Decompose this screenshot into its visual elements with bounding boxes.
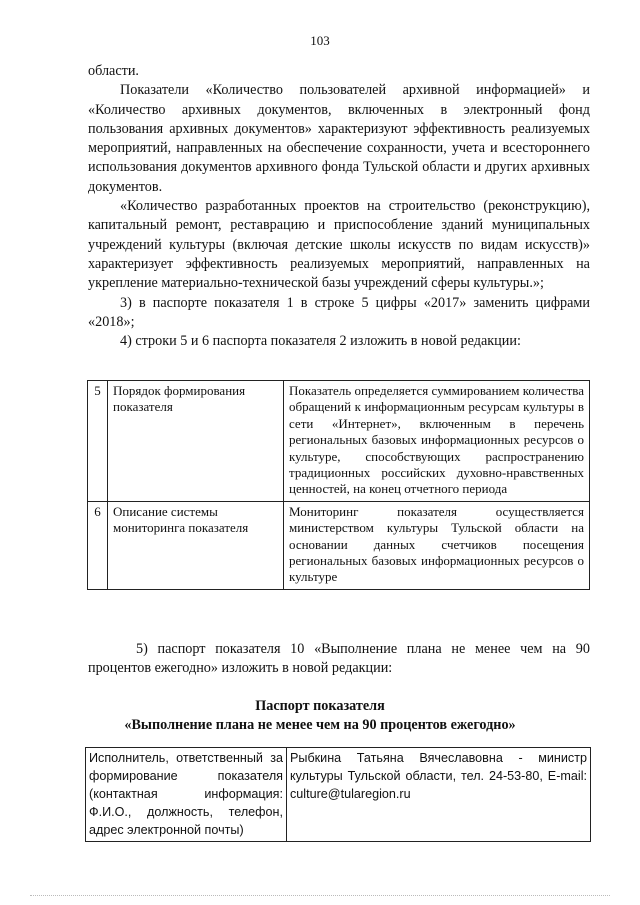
row-value: Показатель определяется суммированием количества обращений к информационным ресурсам культуры в сети «Интернет», включенным в перечень региональных базовых информационных ресурсов о культуре, способствующих распространению традиционных российских духовно-нравственных ценностей, на конец отчетного периода <box>284 381 590 502</box>
paragraph-continuation: области. <box>88 63 139 79</box>
row-value: Мониторинг показателя осуществляется министерством культуры Тульской области на основании данных счетчиков посещения региональных базовых информационных ресурсов о культуре <box>284 501 590 589</box>
row-number: 6 <box>88 501 108 589</box>
row-label: Порядок формирования показателя <box>108 381 284 502</box>
passport-heading-line2: «Выполнение плана не менее чем на 90 процентов ежегодно» <box>124 717 516 733</box>
paragraph-item-5: 5) паспорт показателя 10 «Выполнение плана не менее чем на 90 процентов ежегодно» изложить в новой редакции: <box>88 641 590 677</box>
table-row <box>88 501 590 589</box>
table-row <box>88 381 590 502</box>
row-value: Рыбкина Татьяна Вячеславовна - министр культуры Тульской области, тел. 24-53-80, E-mail: culture@tularegion.ru <box>287 748 591 842</box>
paragraph-construction-projects: «Количество разработанных проектов на строительство (реконструкцию), капитальный ремонт, реставрацию и приспособление зданий муниципальных учреждений культуры (включая детские школы искусств по видам искусств)» характеризует эффективность реализуемых мероприятий, направленных на укрепление материально-технической базы учреждений сферы культуры.»; <box>88 198 590 292</box>
indicator-10-passport-table <box>85 747 591 842</box>
page-number: 103 <box>310 33 330 48</box>
body-text <box>88 62 590 351</box>
indicator-2-table <box>87 380 590 590</box>
row-number: 5 <box>88 381 108 502</box>
paragraph-archive-indicators: Показатели «Количество пользователей архивной информацией» и «Количество архивных документов, включенных в электронный фонд пользования архивных документов» характеризуют эффективность реализуемых мероприятий, направленных на обеспечение сохранности, учета и всестороннего использования документов архивного фонда Тульской области и других архивных документов. <box>88 82 590 195</box>
row-label: Исполнитель, ответственный за формирование показателя (контактная информация: Ф.И.О., должность, телефон, адрес электронной почты) <box>86 748 287 842</box>
scan-artifact-line <box>30 895 610 898</box>
paragraph-item-3: 3) в паспорте показателя 1 в строке 5 цифры «2017» заменить цифрами «2018»; <box>88 294 590 330</box>
passport-heading-line1: Паспорт показателя <box>255 698 385 714</box>
table-row <box>86 748 591 842</box>
paragraph-item-4: 4) строки 5 и 6 паспорта показателя 2 изложить в новой редакции: <box>120 333 521 350</box>
row-label: Описание системы мониторинга показателя <box>108 501 284 589</box>
